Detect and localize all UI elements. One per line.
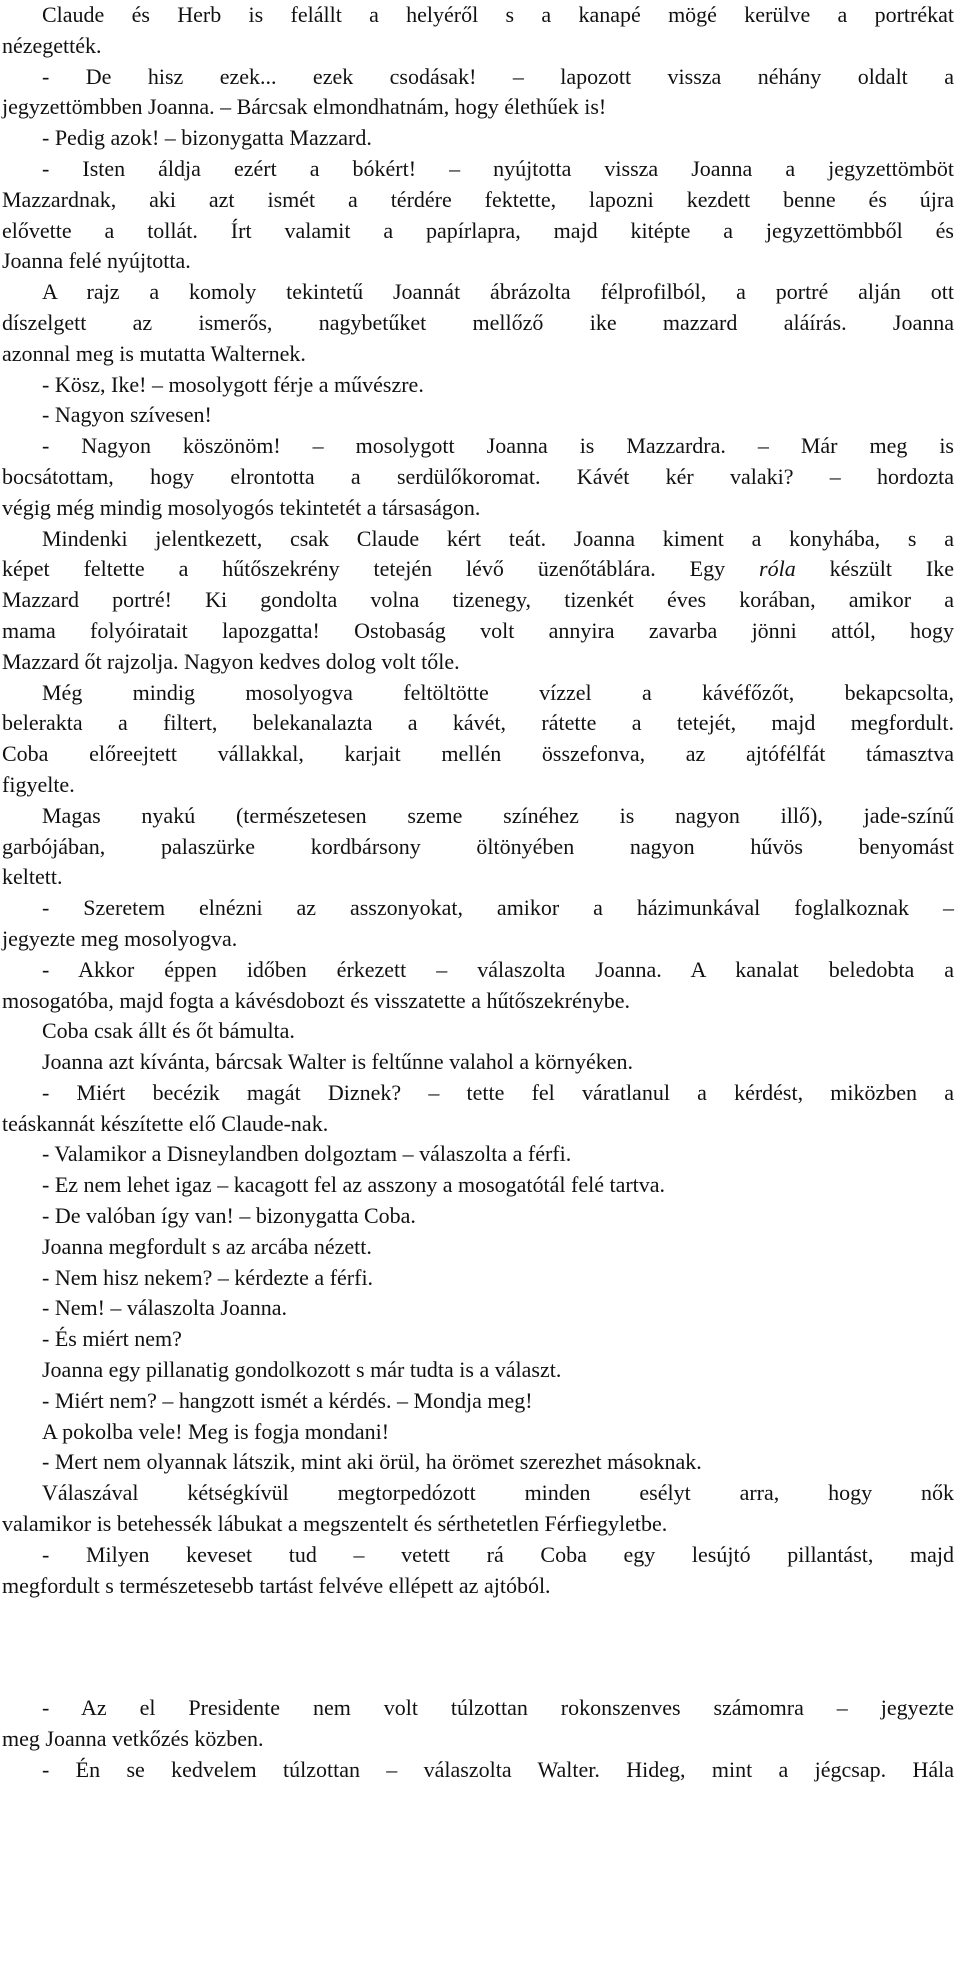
text-line: Mazzard portré! Ki gondolta volna tizenegy, tizenkét éves korában, amikor a bbox=[2, 587, 954, 613]
text-line: Válaszával kétségkívül megtorpedózott minden esélyt arra, hogy nők bbox=[42, 1480, 954, 1506]
text-line: - Akkor éppen időben érkezett – válaszolta Joanna. A kanalat beledobta a bbox=[42, 956, 954, 982]
text-line: Mazzardnak, aki azt ismét a térdére fektette, lapozni kezdett benne és újra bbox=[2, 186, 954, 212]
text-line: elővette a tollát. Írt valamit a papírlapra, majd kitépte a jegyzettömbből és bbox=[2, 217, 954, 243]
text-line: megfordult s természetesebb tartást felvéve ellépett az ajtóból. bbox=[2, 1572, 551, 1598]
text-line: A rajz a komoly tekintetű Joannát ábrázolta félprofilból, a portré alján ott bbox=[42, 279, 954, 305]
text-line: - Nem hisz nekem? – kérdezte a férfi. bbox=[42, 1264, 374, 1290]
text-line: Joanna megfordult s az arcába nézett. bbox=[42, 1233, 372, 1259]
section-break bbox=[42, 1601, 954, 1693]
text-line: keltett. bbox=[2, 864, 63, 890]
text-line: - Valamikor a Disneylandben dolgoztam – válaszolta a férfi. bbox=[42, 1141, 572, 1167]
text-line: Coba csak állt és őt bámulta. bbox=[42, 1018, 295, 1044]
text-line: figyelte. bbox=[2, 771, 75, 797]
text-line: Joanna felé nyújtotta. bbox=[2, 248, 191, 274]
text-line: - És miért nem? bbox=[42, 1326, 182, 1352]
text-line: - Szeretem elnézni az asszonyokat, amikor a házimunkával foglalkoznak – bbox=[42, 895, 954, 921]
text-line: - Isten áldja ezért a bókért! – nyújtotta vissza Joanna a jegyzettömböt bbox=[42, 155, 954, 181]
text-line: - Mert nem olyannak látszik, mint aki örül, ha örömet szerezhet másoknak. bbox=[42, 1449, 702, 1475]
text-line: teáskannát készítette elő Claude-nak. bbox=[2, 1110, 329, 1136]
text-line: Mazzard őt rajzolja. Nagyon kedves dolog volt tőle. bbox=[2, 648, 460, 674]
text-line: - Pedig azok! – bizonygatta Mazzard. bbox=[42, 125, 372, 151]
text-line: Még mindig mosolyogva feltöltötte vízzel a kávéfőzőt, bekapcsolta, bbox=[42, 679, 954, 705]
text-line: mosogatóba, majd fogta a kávésdobozt és visszatette a hűtőszekrénybe. bbox=[2, 987, 631, 1013]
text-block-after-break bbox=[2, 1693, 954, 1785]
text-line: - Az el Presidente nem volt túlzottan rokonszenves számomra – jegyezte bbox=[42, 1695, 954, 1721]
text-line: végig még mindig mosolyogós tekintetét a társaságon. bbox=[2, 494, 481, 520]
text-line: bocsátottam, hogy elrontotta a serdülőkoromat. Kávét kér valaki? – hordozta bbox=[2, 463, 954, 489]
document-page bbox=[2, 0, 955, 1786]
text-line: Magas nyakú (természetesen szeme színéhez is nagyon illő), jade-színű bbox=[42, 802, 954, 828]
text-line: - Kösz, Ike! – mosolygott férje a művészre. bbox=[42, 371, 424, 397]
text-line: garbójában, palaszürke kordbársony öltönyében nagyon hűvös benyomást bbox=[2, 833, 954, 859]
text-line: meg Joanna vetkőzés közben. bbox=[2, 1726, 264, 1752]
text-line: díszelgett az ismerős, nagybetűket mellőző ike mazzard aláírás. Joanna bbox=[2, 309, 954, 335]
text-line: Joanna egy pillanatig gondolkozott s már tudta is a választ. bbox=[42, 1357, 562, 1383]
text-line: Coba előreejtett vállakkal, karjait mellén összefonva, az ajtófélfát támasztva bbox=[2, 741, 954, 767]
text-line: nézegették. bbox=[2, 32, 102, 58]
text-line: Mindenki jelentkezett, csak Claude kért teát. Joanna kiment a konyhába, s a bbox=[42, 525, 954, 551]
text-block-main bbox=[2, 0, 955, 1601]
text-line: - De hisz ezek... ezek csodásak! – lapozott vissza néhány oldalt a bbox=[42, 63, 954, 89]
text-line: mama folyóiratait lapozgatta! Ostobaság volt annyira zavarba jönni attól, hogy bbox=[2, 617, 954, 643]
text-line: - Nagyon szívesen! bbox=[42, 402, 212, 428]
text-line: - Én se kedvelem túlzottan – válaszolta Walter. Hideg, mint a jégcsap. Hála bbox=[42, 1757, 954, 1783]
text-line: - Nem! – válaszolta Joanna. bbox=[42, 1295, 287, 1321]
text-line: képet feltette a hűtőszekrény tetején lévő üzenőtáblára. Egy róla készült Ike bbox=[2, 556, 955, 582]
emphasis-text: róla bbox=[759, 556, 796, 582]
text-line: - De valóban így van! – bizonygatta Coba. bbox=[42, 1203, 416, 1229]
text-line: - Miért becézik magát Diznek? – tette fel váratlanul a kérdést, miközben a bbox=[42, 1079, 954, 1105]
text-line: valamikor is betehessék lábukat a megszentelt és sérthetetlen Férfiegyletbe. bbox=[2, 1511, 668, 1537]
text-line: jegyezte meg mosolyogva. bbox=[2, 925, 238, 951]
text-line: - Miért nem? – hangzott ismét a kérdés. – Mondja meg! bbox=[42, 1387, 533, 1413]
text-line: azonnal meg is mutatta Walternek. bbox=[2, 340, 306, 366]
text-line: - Milyen keveset tud – vetett rá Coba egy lesújtó pillantást, majd bbox=[42, 1541, 954, 1567]
text-line: belerakta a filtert, belekanalazta a kávét, rátette a tetejét, majd megfordult. bbox=[2, 710, 954, 736]
text-line: - Ez nem lehet igaz – kacagott fel az asszony a mosogatótál felé tartva. bbox=[42, 1172, 666, 1198]
text-line: Claude és Herb is felállt a helyéről s a kanapé mögé kerülve a portrékat bbox=[42, 2, 954, 27]
text-line: - Nagyon köszönöm! – mosolygott Joanna is Mazzardra. – Már meg is bbox=[42, 433, 954, 459]
text-line: jegyzettömbben Joanna. – Bárcsak elmondhatnám, hogy élethűek is! bbox=[2, 94, 607, 120]
text-line: A pokolba vele! Meg is fogja mondani! bbox=[42, 1418, 390, 1444]
text-line: Joanna azt kívánta, bárcsak Walter is feltűnne valahol a környéken. bbox=[42, 1049, 633, 1075]
